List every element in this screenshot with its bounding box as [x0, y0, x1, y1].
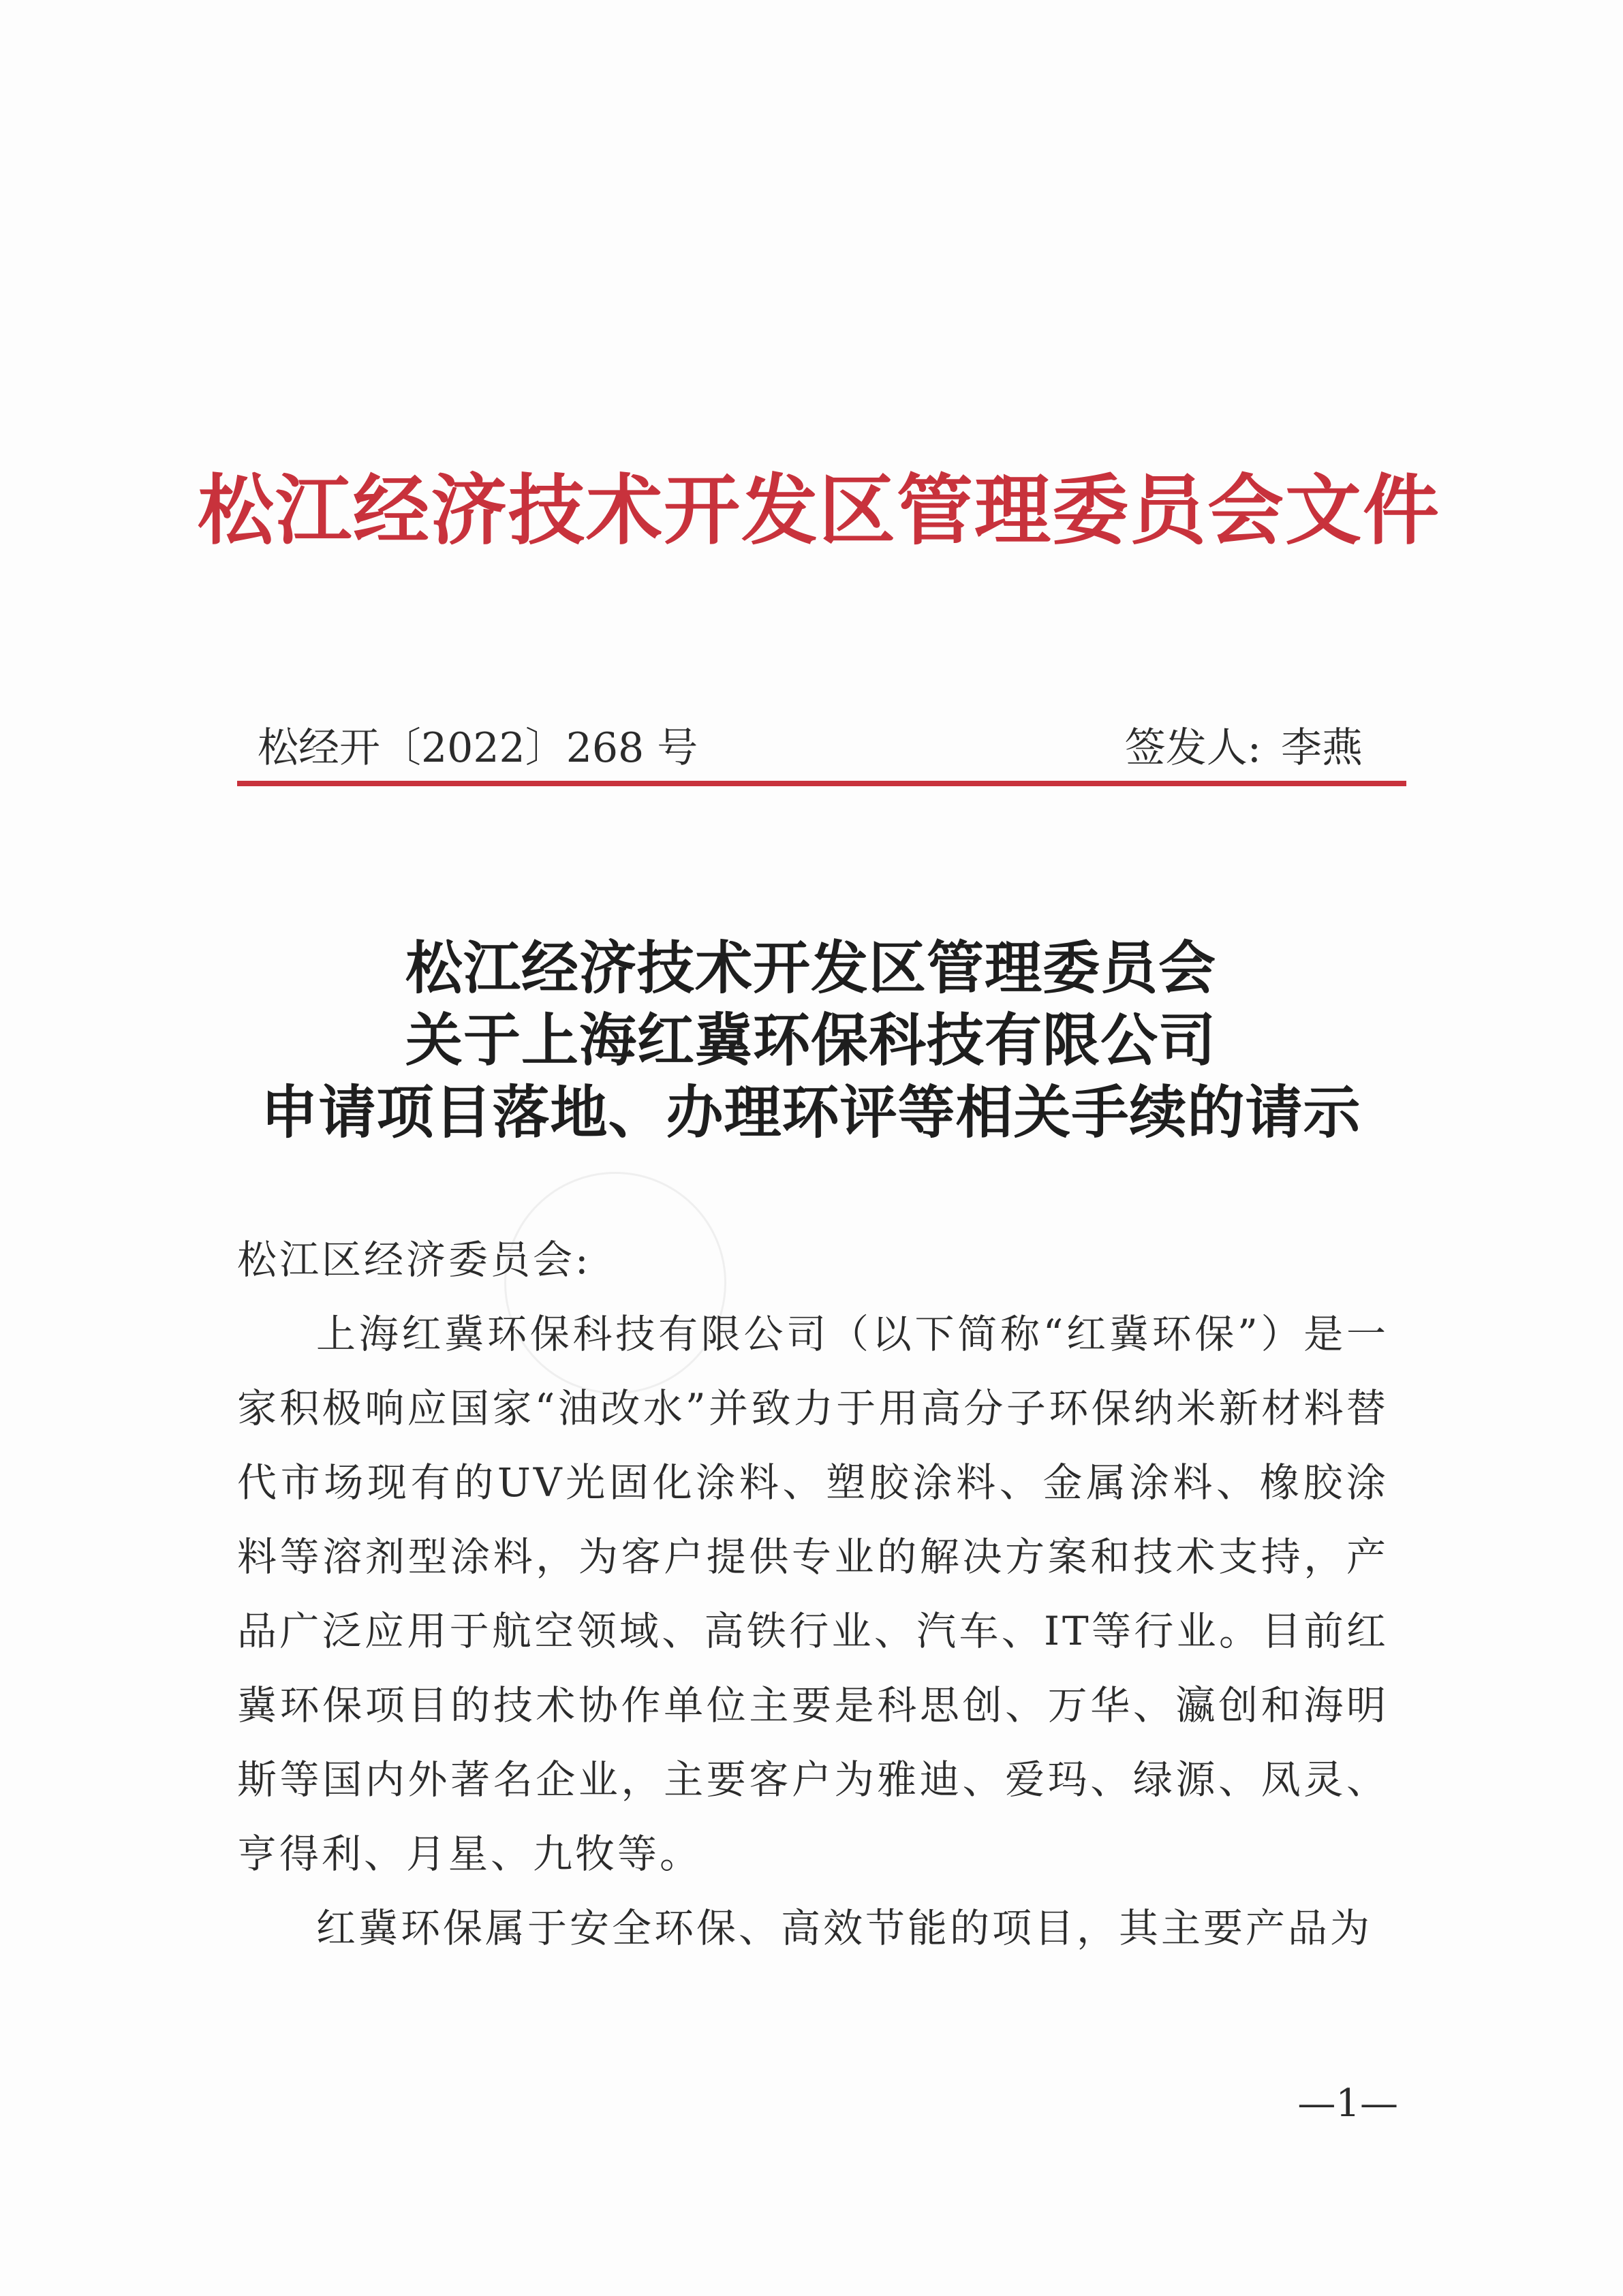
salutation: 松江区经济委员会:: [237, 1237, 591, 1283]
org-header-title: 松江经济技术开发区管理委员会文件: [198, 466, 1440, 555]
signer-name: 李燕: [1281, 724, 1363, 772]
signer: [1125, 714, 1363, 782]
title-line: 松江经济技术开发区管理委员会: [405, 934, 1216, 1002]
signer-label: 签发人:: [1124, 724, 1261, 772]
body-paragraph: 上海红冀环保科技有限公司（以下简称“红冀环保”）是一家积极响应国家“油改水”并致力于用高分子环保纳米新材料替代市场现有的UV光固化涂料、塑胶涂料、金属涂料、橡胶涂料等溶剂型涂料，为客户提供专业的解决方案和技术支持，产品广泛应用于航空领域、高铁行业、汽车、IT等行业。目前红冀环保项目的技术协作单位主要是科思创、万华、瀛创和海明斯等国内外著名企业，主要客户为雅迪、爱玛、绿源、凤灵、亨得利、月星、九牧等。: [237, 1311, 1389, 1877]
document-meta-row: [258, 714, 1390, 782]
document-number: 松经开〔2022〕268 号: [258, 724, 698, 772]
red-divider-line: [237, 781, 1406, 786]
document-title: [170, 932, 1451, 1149]
page-number: —1—: [1297, 2081, 1398, 2126]
document-body: [237, 1223, 1389, 1966]
title-line: 申请项目落地、办理环评等相关手续的请示: [260, 1079, 1361, 1146]
body-paragraph: 红冀环保属于安全环保、高效节能的项目，其主要产品为: [316, 1905, 1373, 1951]
title-line: 关于上海红冀环保科技有限公司: [405, 1006, 1216, 1074]
